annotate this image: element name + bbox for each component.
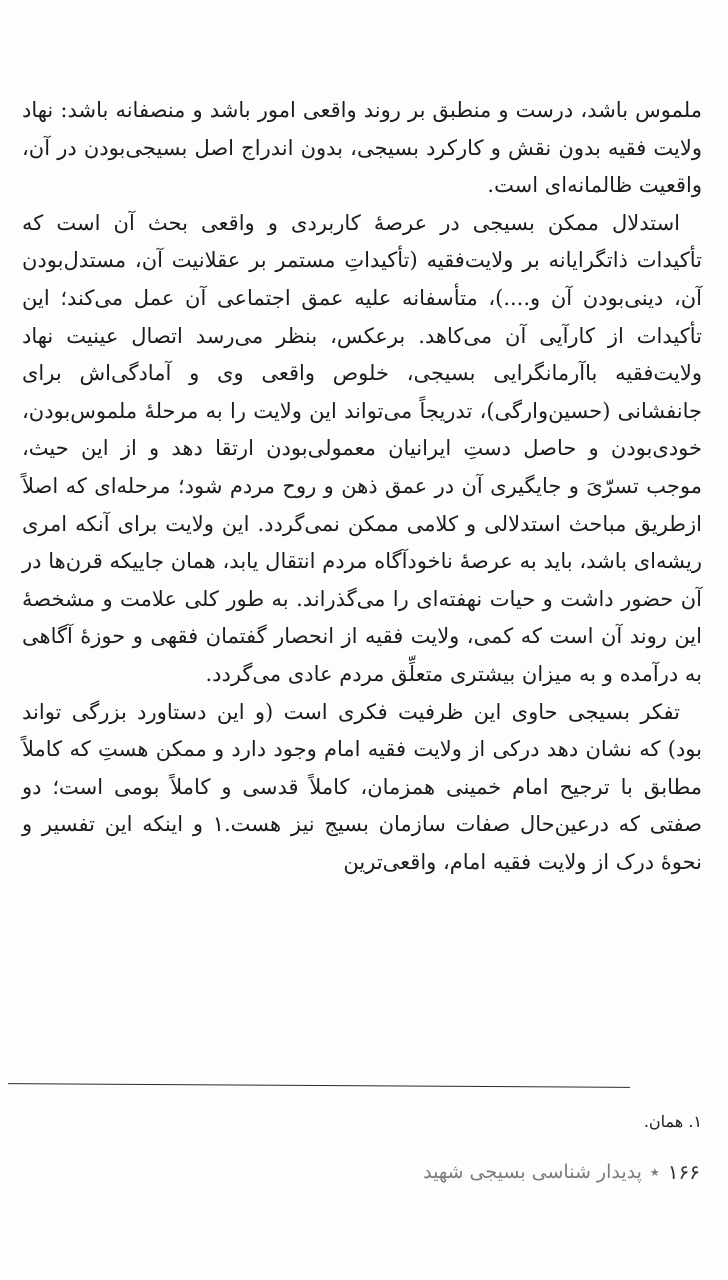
paragraph-3: تفکر بسیجی حاوی این ظرفیت فکری است (و این دستاورد بزرگی تواند بود) که نشان دهد درکی از ولایت فقیه امام وجود دارد و ممکن هستِ که کاملاً مطابق با ترجیح امام خمینی همزمان، کاملاً قدسی و کاملاً بومی است؛ دو صفتی که درعین‌حال صفات سازمان بسیج نیز هست.۱ و اینکه این تفسیر و نحوهٔ درک از ولایت فقیه امام، واقعی‌ترین [22,699,702,874]
page-number: ۱۶۶ [667,1160,700,1184]
page-footer [423,1160,700,1184]
star-icon: ★ [649,1165,660,1179]
running-title: پدیدار شناسی بسیجی شهید [423,1161,642,1183]
footnote-divider [8,1083,630,1088]
paragraph-1: ملموس باشد، درست و منطبق بر روند واقعی امور باشد و منصفانه باشد: نهاد ولایت فقیه بدون نقش و کارکرد بسیجی، بدون اندراج اصل بسیجی‌بودن در آن، واقعیت ظالمانه‌ای است. [22,98,702,198]
paragraph-2: استدلال ممکن بسیجی در عرصهٔ کاربردی و واقعی بحث آن است که تأکیدات ذاتگرایانه بر ولایت‌فقیه (تأکیداتِ مستمر بر عقلانیت آن، مستدل‌بودن آن، دینی‌بودن آن و....)، متأسفانه علیه عمق اجتماعی آن عمل می‌کند؛ این تأکیدات از کارآیی آن می‌کاهد. برعکس، بنظر می‌رسد اتصال عینیت نهاد ولایت‌فقیه باآرمانگرایی بسیجی، خلوص واقعی وی و آمادگی‌اش برای جانفشانی (حسین‌وارگی)، تدریجاً می‌تواند این ولایت را به مرحلهٔ ملموس‌بودن، خودی‌بودن و حاصل دستِ ایرانیان معمولی‌بودن ارتقا دهد و از این حیث، موجب تسرّیَ و جایگیری آن در عمق ذهن و روح مردم شود؛ مرحله‌ای که اصلاً ازطریق مباحث استدلالی و کلامی ممکن نمی‌گردد. این ولایت برای آنکه امری ریشه‌ای باشد، باید به عرصهٔ ناخودآگاه مردم انتقال یابد، همان جاییکه قرن‌ها در آن حضور داشت و حیات نهفته‌ای را می‌گذراند. به طور کلی علامت و مشخصهٔ این روند آن است که کمی، ولایت فقیه از انحصار گفتمان فقهی و حوزهٔ آگاهی به درآمده و به میزان بیشتری متعلِّق مردم عادی می‌گردد. [22,210,702,686]
footnote: ۱. همان. [643,1112,702,1131]
body-text [22,92,702,881]
